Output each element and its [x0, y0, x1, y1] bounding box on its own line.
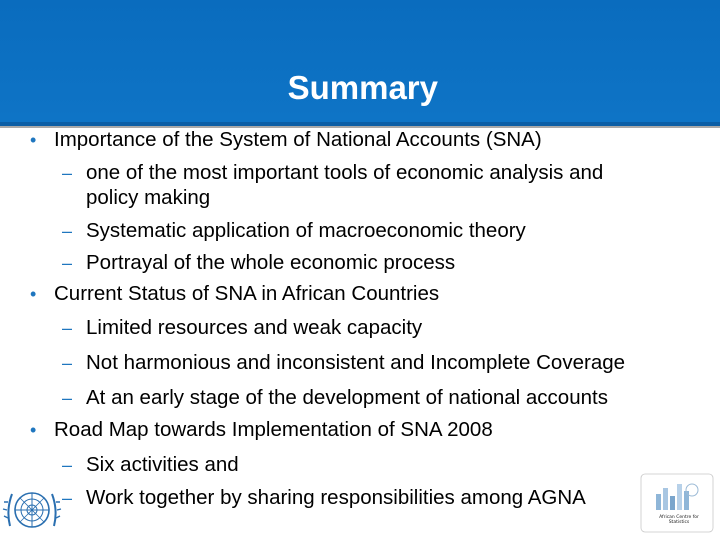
sub-bullet-item: Systematic application of macroeconomic theory [86, 219, 526, 242]
slide-title: Summary [287, 69, 438, 106]
bullet-icon: • [30, 284, 37, 304]
bullet-item: Road Map towards Implementation of SNA 2008 [54, 418, 493, 441]
bullet-item: Current Status of SNA in African Countries [54, 282, 440, 305]
sub-bullet-item: Work together by sharing responsibilities among AGNA [86, 486, 586, 509]
sub-bullet-item: Limited resources and weak capacity [86, 316, 423, 339]
sub-bullet-item: one of the most important tools of economic analysis and [86, 161, 604, 184]
bullet-icon: • [30, 130, 37, 150]
dash-icon: – [62, 388, 73, 408]
bullet-icon: • [30, 420, 37, 440]
dash-icon: – [62, 353, 73, 373]
dash-icon: – [62, 455, 73, 475]
dash-icon: – [62, 253, 73, 273]
dash-icon: – [62, 488, 73, 508]
dash-icon: – [62, 318, 73, 338]
sub-bullet-item: Six activities and [86, 453, 239, 476]
bullet-item: Importance of the System of National Accounts (SNA) [54, 128, 542, 151]
sub-bullet-item: Portrayal of the whole economic process [86, 251, 456, 274]
sub-bullet-item: Not harmonious and inconsistent and Incomplete Coverage [86, 351, 626, 374]
logo-caption: African Centre for Statistics [659, 515, 699, 525]
sub-bullet-continuation: policy making [86, 186, 211, 209]
sub-bullet-item: At an early stage of the development of national accounts [86, 386, 608, 409]
dash-icon: – [62, 221, 73, 241]
dash-icon: – [62, 163, 73, 183]
un-emblem-icon [2, 482, 62, 540]
